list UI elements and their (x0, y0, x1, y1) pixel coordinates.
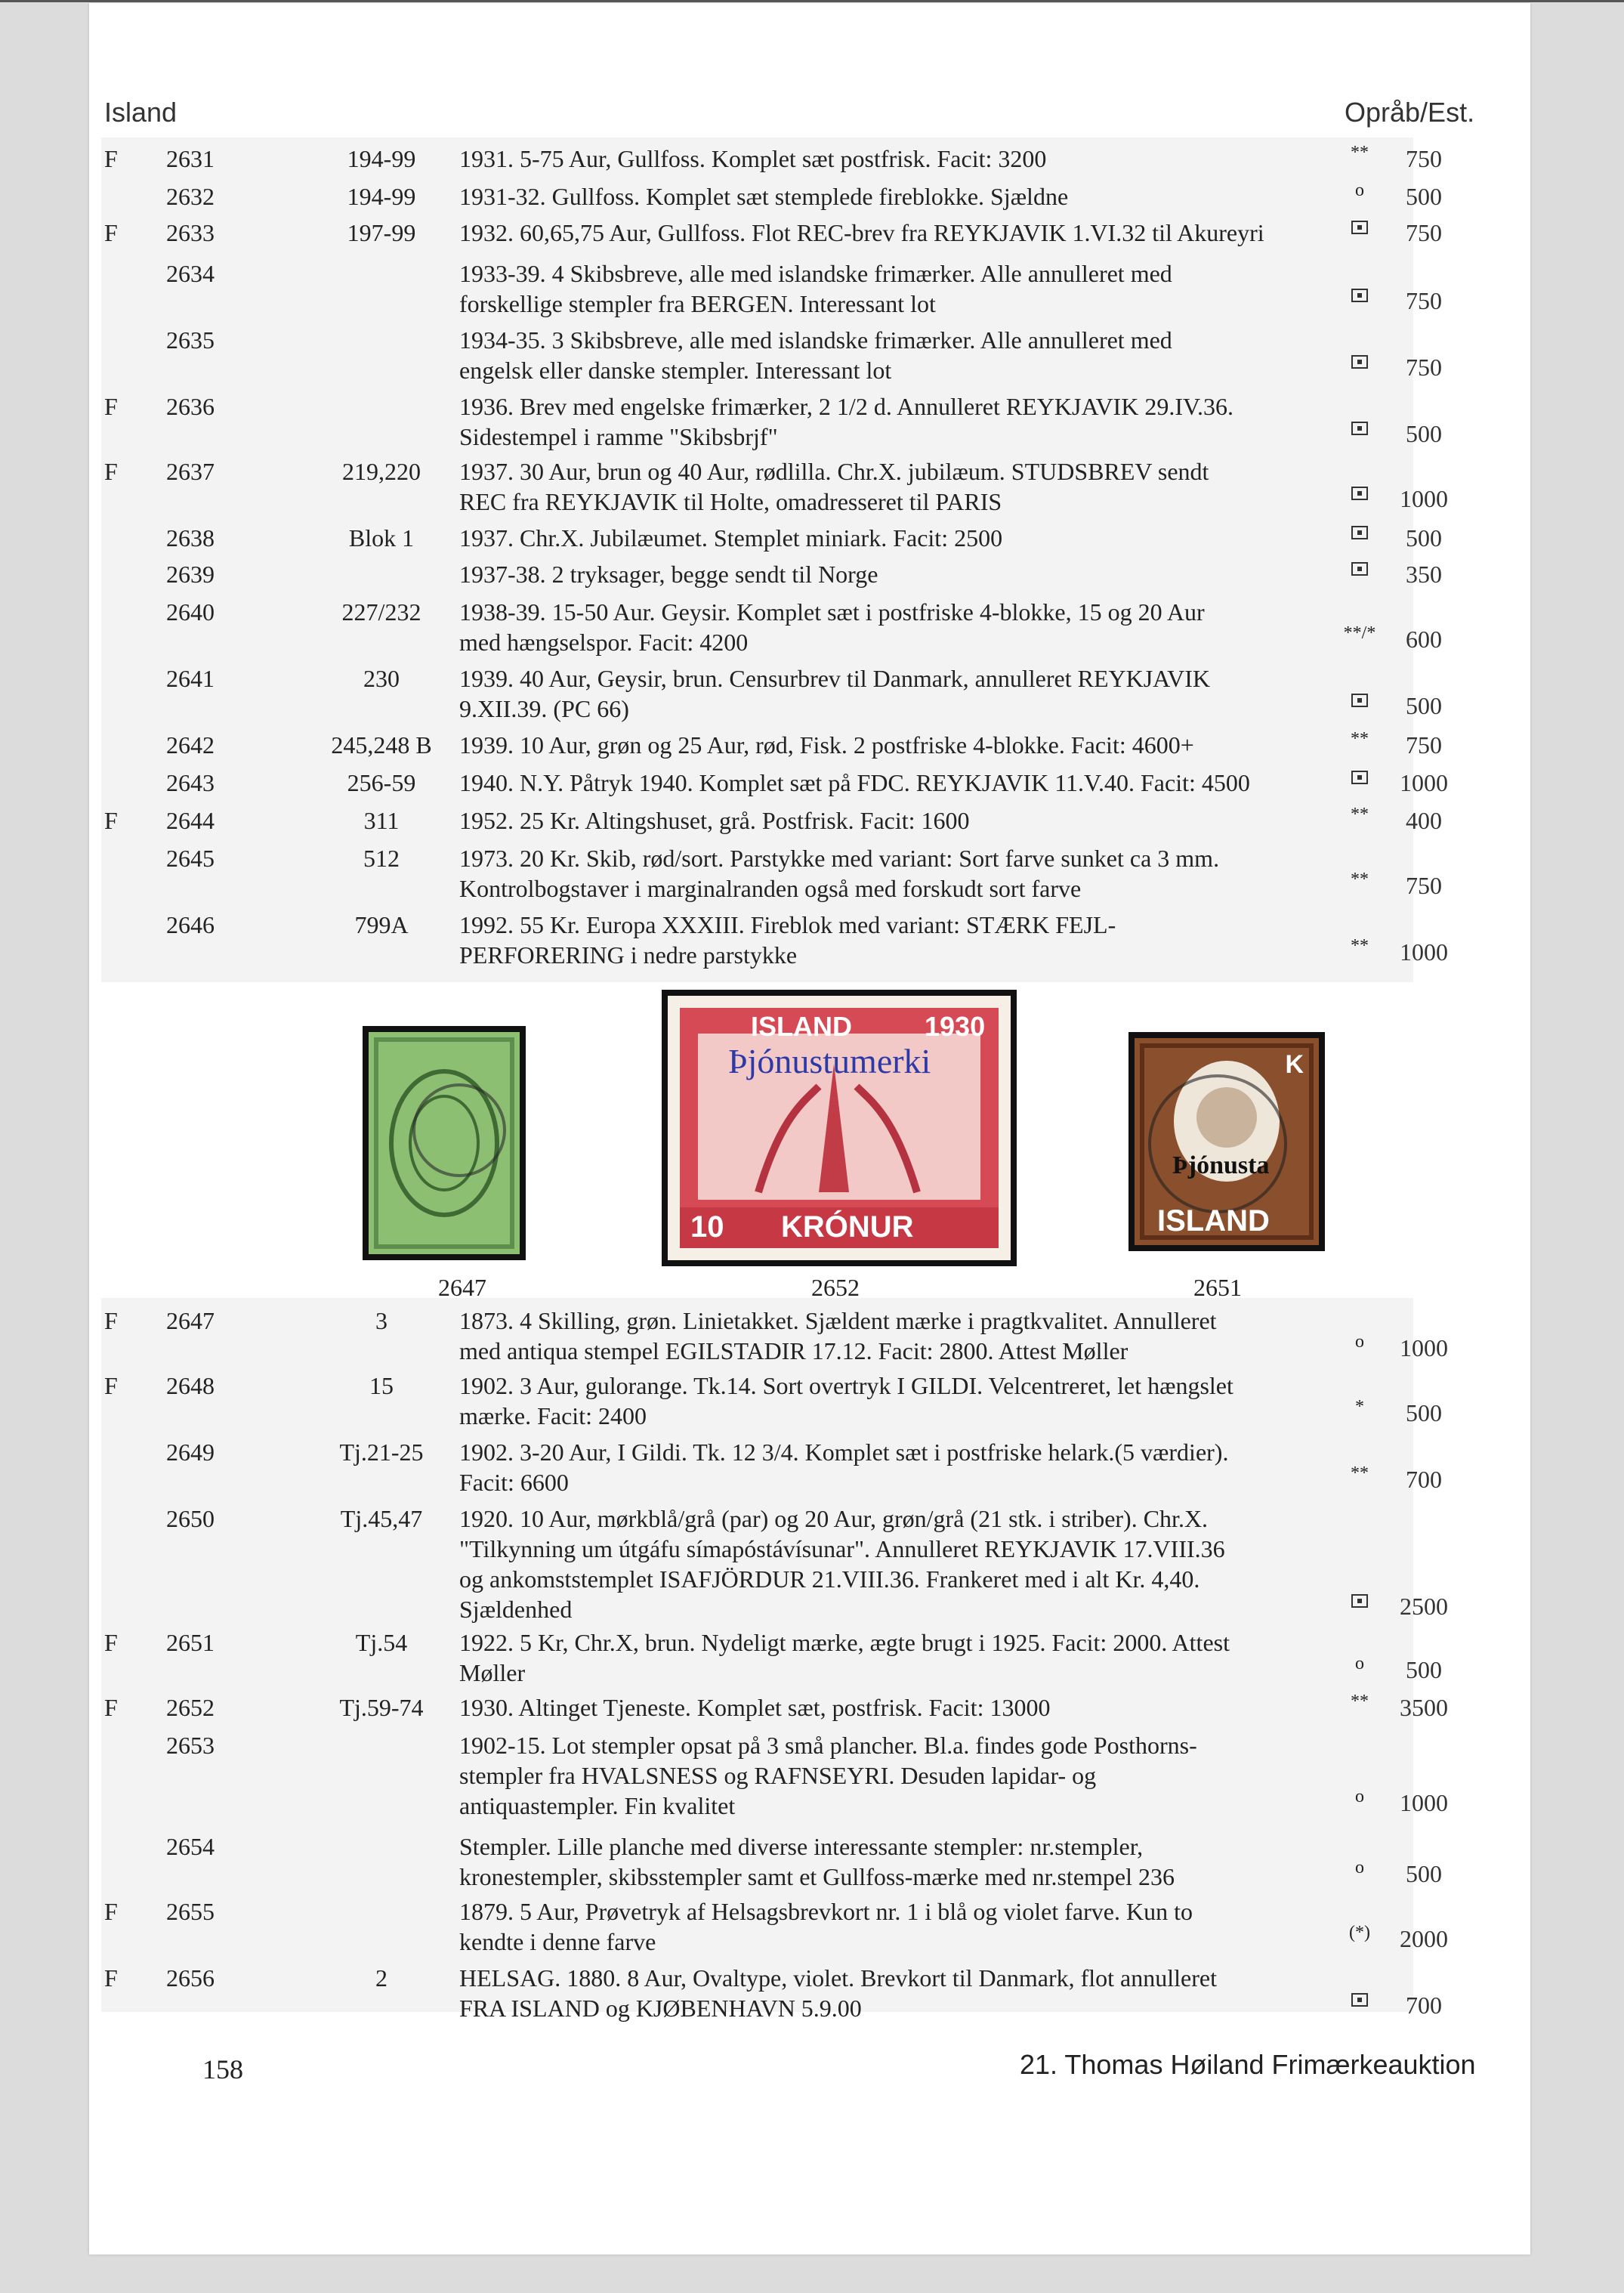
estimate-price: 750 (1406, 872, 1442, 899)
lot-flag: F (104, 393, 118, 420)
lot-description (459, 325, 1426, 385)
stamp-2652-top-text: ISLAND (751, 1011, 852, 1042)
lot-number: 2655 (166, 1898, 215, 1925)
condition-symbol (1337, 280, 1382, 310)
estimate-price: 700 (1406, 1466, 1442, 1493)
description-line: med antiqua stempel EGILSTADIR 17.12. Facit: 2800. Attest Møller (459, 1337, 1128, 1364)
description-line: Stempler. Lille planche med diverse interessante stempler: nr.stempler, (459, 1833, 1144, 1860)
estimate-price: 2000 (1400, 1925, 1448, 1952)
condition-symbol: ** (1351, 870, 1369, 889)
stamp-2651-overprint: Þjónusta (1172, 1151, 1270, 1179)
description-line: 1939. 10 Aur, grøn og 25 Aur, rød, Fisk. 2 postfriske 4-blokke. Facit: 4600+ (459, 731, 1194, 759)
description-line: 1937. Chr.X. Jubilæumet. Stemplet miniark. Facit: 2500 (459, 524, 1003, 552)
description-line: 1930. Altinget Tjeneste. Komplet sæt, postfrisk. Facit: 13000 (459, 1694, 1051, 1721)
estimate-column-header: Opråb/Est. (1345, 97, 1475, 128)
description-line: antiquastempler. Fin kvalitet (459, 1792, 736, 1819)
estimate-price: 500 (1406, 1399, 1442, 1426)
condition-symbol (1337, 346, 1382, 376)
description-line: 1938-39. 15-50 Aur. Geysir. Komplet sæt i postfriske 4-blokke, 15 og 20 Aur (459, 598, 1205, 626)
condition-symbol: o (1355, 1654, 1364, 1673)
caption-2651: 2651 (1193, 1274, 1242, 1301)
stamp-2647-art (369, 1032, 520, 1254)
estimate-price: 750 (1406, 287, 1442, 314)
description-line: 1936. Brev med engelske frimærker, 2 1/2 d. Annulleret REYKJAVIK 29.IV.36. (459, 393, 1233, 420)
description-line: 1879. 5 Aur, Prøvetryk af Helsagsbrevkort nr. 1 i blå og violet farve. Kun to (459, 1898, 1193, 1925)
description-line: 1873. 4 Skilling, grøn. Linietakket. Sjældent mærke i pragtkvalitet. Annulleret (459, 1307, 1217, 1334)
estimate-price: 600 (1406, 626, 1442, 653)
lot-number: 2633 (166, 219, 215, 246)
estimate-price: 350 (1406, 561, 1442, 588)
description-line: og ankomststemplet ISAFJÖRDUR 21.VIII.36. Frankeret med i alt Kr. 4,40. (459, 1565, 1200, 1593)
lot-number: 2639 (166, 561, 215, 588)
cover-icon (1351, 1993, 1368, 2007)
estimate-price: 500 (1406, 183, 1442, 210)
lot-number: 2641 (166, 665, 215, 692)
estimate-price: 1000 (1400, 938, 1448, 966)
description-line: kronestempler, skibsstempler samt et Gullfoss-mærke med nr.stempel 236 (459, 1863, 1175, 1890)
lot-description (459, 218, 1426, 248)
lot-number: 2645 (166, 845, 215, 872)
catalog-number: 227/232 (341, 598, 421, 626)
lot-number: 2647 (166, 1307, 215, 1334)
description-line: 1939. 40 Aur, Geysir, brun. Censurbrev til Danmark, annulleret REYKJAVIK (459, 665, 1211, 692)
lot-description (459, 258, 1426, 319)
lot-description (459, 1896, 1426, 1957)
lot-description (459, 1831, 1426, 1892)
estimate-price: 2500 (1400, 1593, 1448, 1620)
lot-number: 2644 (166, 807, 215, 834)
description-line: 1902-15. Lot stempler opsat på 3 små plancher. Bl.a. findes gode Posthorns- (459, 1732, 1197, 1759)
lot-flag: F (104, 458, 118, 485)
cover-icon (1351, 289, 1368, 302)
catalog-number: 197-99 (347, 219, 416, 246)
cover-icon (1351, 221, 1368, 234)
lot-number: 2646 (166, 911, 215, 938)
description-line: PERFORERING i nedre parstykke (459, 941, 798, 969)
lot-number: 2640 (166, 598, 215, 626)
cover-icon (1351, 487, 1368, 500)
catalog-number: Blok 1 (348, 524, 415, 552)
lot-flag: F (104, 1694, 118, 1721)
lot-description (459, 663, 1426, 724)
condition-symbol: **/* (1343, 623, 1376, 643)
description-line: Sidestempel i ramme "Skibsbrjf" (459, 423, 778, 450)
condition-symbol: (*) (1349, 1923, 1370, 1942)
estimate-price: 500 (1406, 692, 1442, 719)
stamp-image-2647 (369, 1032, 520, 1254)
description-line: 1940. N.Y. Påtryk 1940. Komplet sæt på FDC. REYKJAVIK 11.V.40. Facit: 4500 (459, 769, 1250, 796)
auction-title: 21. Thomas Høiland Frimærkeauktion (1020, 2049, 1476, 2080)
description-line: stempler fra HVALSNESS og RAFNSEYRI. Desuden lapidar- og (459, 1762, 1097, 1789)
description-line: 1934-35. 3 Skibsbreve, alle med islandske frimærker. Alle annulleret med (459, 326, 1172, 354)
stamp-image-2652 (668, 996, 1011, 1260)
lot-description (459, 1963, 1426, 2023)
estimate-price: 750 (1406, 145, 1442, 172)
stamp-2652-value: 10 (690, 1210, 724, 1244)
lot-flag: F (104, 1629, 118, 1656)
description-line: Kontrolbogstaver i marginalranden også med forskudt sort farve (459, 875, 1082, 902)
lot-description (459, 1627, 1426, 1688)
description-line: 1902. 3 Aur, gulorange. Tk.14. Sort overtryk I GILDI. Velcentreret, let hængslet (459, 1372, 1233, 1399)
lot-flag: F (104, 1307, 118, 1334)
stamp-2651-value: K (1285, 1050, 1304, 1079)
description-line: 1920. 10 Aur, mørkblå/grå (par) og 20 Aur, grøn/grå (21 stk. i striber). Chr.X. (459, 1505, 1209, 1532)
description-line: forskellige stempler fra BERGEN. Interessant lot (459, 290, 936, 317)
lot-number: 2637 (166, 458, 215, 485)
description-line: REC fra REYKJAVIK til Holte, omadresseret til PARIS (459, 488, 1002, 515)
description-line: 1902. 3-20 Aur, I Gildi. Tk. 12 3/4. Komplet sæt i postfriske helark.(5 værdier). (459, 1439, 1229, 1466)
lot-description (459, 144, 1426, 174)
lot-number: 2631 (166, 145, 215, 172)
cover-icon (1351, 1594, 1368, 1608)
lot-number: 2636 (166, 393, 215, 420)
lot-description (459, 843, 1426, 904)
description-line: 1932. 60,65,75 Aur, Gullfoss. Flot REC-brev fra REYKJAVIK 1.VI.32 til Akureyri (459, 219, 1264, 246)
lot-description (459, 456, 1426, 517)
condition-symbol: ** (1351, 1463, 1369, 1483)
stamp-image-2651 (1135, 1038, 1319, 1245)
condition-symbol (1337, 762, 1382, 792)
condition-symbol: o (1355, 1332, 1364, 1352)
stamp-2651-country: ISLAND (1157, 1204, 1270, 1238)
lot-number: 2652 (166, 1694, 215, 1721)
lot-number: 2651 (166, 1629, 215, 1656)
lot-description (459, 1730, 1426, 1821)
condition-symbol: o (1355, 1858, 1364, 1877)
lot-number: 2656 (166, 1964, 215, 1992)
condition-symbol (1337, 413, 1382, 443)
estimate-price: 500 (1406, 1860, 1442, 1887)
description-line: 1937. 30 Aur, brun og 40 Aur, rødlilla. Chr.X. jubilæum. STUDSBREV sendt (459, 458, 1209, 485)
section-title: Island (104, 97, 178, 128)
catalog-number: Tj.21-25 (339, 1439, 424, 1466)
condition-symbol: ** (1351, 729, 1369, 749)
condition-symbol: ** (1351, 143, 1369, 162)
lot-description (459, 1437, 1426, 1497)
lot-description (459, 805, 1426, 836)
estimate-price: 500 (1406, 1656, 1442, 1683)
condition-symbol (1337, 553, 1382, 583)
lot-number: 2654 (166, 1833, 215, 1860)
estimate-price: 1000 (1400, 1334, 1448, 1361)
description-line: 1933-39. 4 Skibsbreve, alle med islandske frimærker. Alle annulleret med (459, 260, 1172, 287)
caption-2652: 2652 (811, 1274, 860, 1301)
cover-icon (1351, 694, 1368, 707)
condition-symbol (1337, 1984, 1382, 2014)
description-line: "Tilkynning um útgáfu símapóstávísunar". Annulleret REYKJAVIK 17.VIII.36 (459, 1535, 1225, 1562)
estimate-price: 500 (1406, 524, 1442, 552)
condition-symbol (1337, 685, 1382, 715)
lot-description (459, 768, 1426, 798)
lot-flag: F (104, 219, 118, 246)
lot-number: 2632 (166, 183, 215, 210)
lot-number: 2635 (166, 326, 215, 354)
estimate-price: 1000 (1400, 769, 1448, 796)
lot-flag: F (104, 1964, 118, 1992)
lot-number: 2653 (166, 1732, 215, 1759)
lot-number: 2638 (166, 524, 215, 552)
estimate-price: 400 (1406, 807, 1442, 834)
condition-symbol: ** (1351, 936, 1369, 956)
description-line: 1952. 25 Kr. Altingshuset, grå. Postfrisk. Facit: 1600 (459, 807, 970, 834)
lot-flag: F (104, 1372, 118, 1399)
catalog-number: 311 (363, 807, 400, 834)
description-line: Facit: 6600 (459, 1469, 569, 1496)
stamp-2652-overprint: Þjónustumerki (728, 1042, 931, 1080)
lot-number: 2648 (166, 1372, 215, 1399)
caption-2647: 2647 (438, 1274, 486, 1301)
description-line: HELSAG. 1880. 8 Aur, Ovaltype, violet. Brevkort til Danmark, flot annulleret (459, 1964, 1217, 1992)
cover-icon (1351, 526, 1368, 539)
estimate-price: 750 (1406, 219, 1442, 246)
condition-symbol (1337, 477, 1382, 508)
description-line: mærke. Facit: 2400 (459, 1402, 647, 1429)
lot-description (459, 181, 1426, 212)
lot-flag: F (104, 1898, 118, 1925)
description-line: Møller (459, 1659, 526, 1686)
catalog-number: 230 (363, 665, 400, 692)
stamp-2652-currency: KRÓNUR (781, 1210, 914, 1244)
description-line: FRA ISLAND og KJØBENHAVN 5.9.00 (459, 1995, 862, 2022)
lot-number: 2634 (166, 260, 215, 287)
description-line: 1922. 5 Kr, Chr.X, brun. Nydeligt mærke, ægte brugt i 1925. Facit: 2000. Attest (459, 1629, 1230, 1656)
description-line: 9.XII.39. (PC 66) (459, 695, 629, 722)
lot-description (459, 1306, 1426, 1366)
lot-description (459, 1692, 1426, 1723)
estimate-price: 1000 (1400, 1789, 1448, 1816)
catalog-number: 194-99 (347, 183, 416, 210)
lot-number: 2650 (166, 1505, 215, 1532)
lot-description (459, 559, 1426, 589)
estimate-price: 750 (1406, 354, 1442, 381)
cover-icon (1351, 422, 1368, 435)
lot-flag: F (104, 145, 118, 172)
lot-number: 2643 (166, 769, 215, 796)
page-number: 158 (202, 2054, 243, 2084)
lot-description (459, 1503, 1426, 1624)
description-line: med hængselspor. Facit: 4200 (459, 629, 749, 656)
catalog-number: 219,220 (342, 458, 421, 485)
description-line: kendte i denne farve (459, 1928, 656, 1955)
condition-symbol: ** (1351, 1692, 1369, 1711)
catalog-number: 3 (375, 1307, 387, 1334)
cover-icon (1351, 562, 1368, 576)
cover-icon (1351, 771, 1368, 784)
description-line: 1992. 55 Kr. Europa XXXIII. Fireblok med variant: STÆRK FEJL- (459, 911, 1116, 938)
lot-description (459, 1371, 1426, 1431)
condition-symbol: o (1355, 181, 1364, 200)
lot-number: 2642 (166, 731, 215, 759)
catalog-number: 245,248 B (331, 731, 432, 759)
estimate-price: 750 (1406, 731, 1442, 759)
description-line: 1937-38. 2 tryksager, begge sendt til Norge (459, 561, 878, 588)
catalog-number: 194-99 (347, 145, 416, 172)
catalog-number: 799A (354, 911, 409, 938)
estimate-price: 3500 (1400, 1694, 1448, 1721)
catalog-number: 2 (375, 1964, 387, 1992)
description-line: 1973. 20 Kr. Skib, rød/sort. Parstykke med variant: Sort farve sunket ca 3 mm. (459, 845, 1220, 872)
description-line: Sjældenhed (459, 1596, 573, 1623)
condition-symbol (1337, 517, 1382, 547)
lot-description (459, 597, 1426, 657)
condition-symbol (1337, 1585, 1382, 1615)
lot-flag: F (104, 807, 118, 834)
catalog-number: 15 (369, 1372, 394, 1399)
description-line: engelsk eller danske stempler. Interessant lot (459, 357, 892, 384)
cover-icon (1351, 355, 1368, 369)
catalog-number: 512 (363, 845, 400, 872)
condition-symbol (1337, 212, 1382, 242)
top-rule (0, 0, 1624, 2)
condition-symbol: ** (1351, 805, 1369, 824)
condition-symbol: o (1355, 1787, 1364, 1806)
description-line: 1931. 5-75 Aur, Gullfoss. Komplet sæt postfrisk. Facit: 3200 (459, 145, 1047, 172)
stamp-2652-year: 1930 (925, 1011, 986, 1042)
catalog-number: Tj.59-74 (339, 1694, 424, 1721)
estimate-price: 500 (1406, 420, 1442, 447)
catalog-number: Tj.54 (355, 1629, 408, 1656)
lot-description (459, 910, 1426, 970)
lot-number: 2649 (166, 1439, 215, 1466)
estimate-price: 700 (1406, 1992, 1442, 2019)
description-line: 1931-32. Gullfoss. Komplet sæt stemplede fireblokke. Sjældne (459, 183, 1069, 210)
lot-description (459, 730, 1426, 760)
lot-description (459, 391, 1426, 452)
condition-symbol: * (1355, 1397, 1364, 1417)
estimate-price: 1000 (1400, 485, 1448, 512)
catalog-number: Tj.45,47 (340, 1505, 423, 1532)
catalog-number: 256-59 (347, 769, 416, 796)
lot-description (459, 523, 1426, 553)
